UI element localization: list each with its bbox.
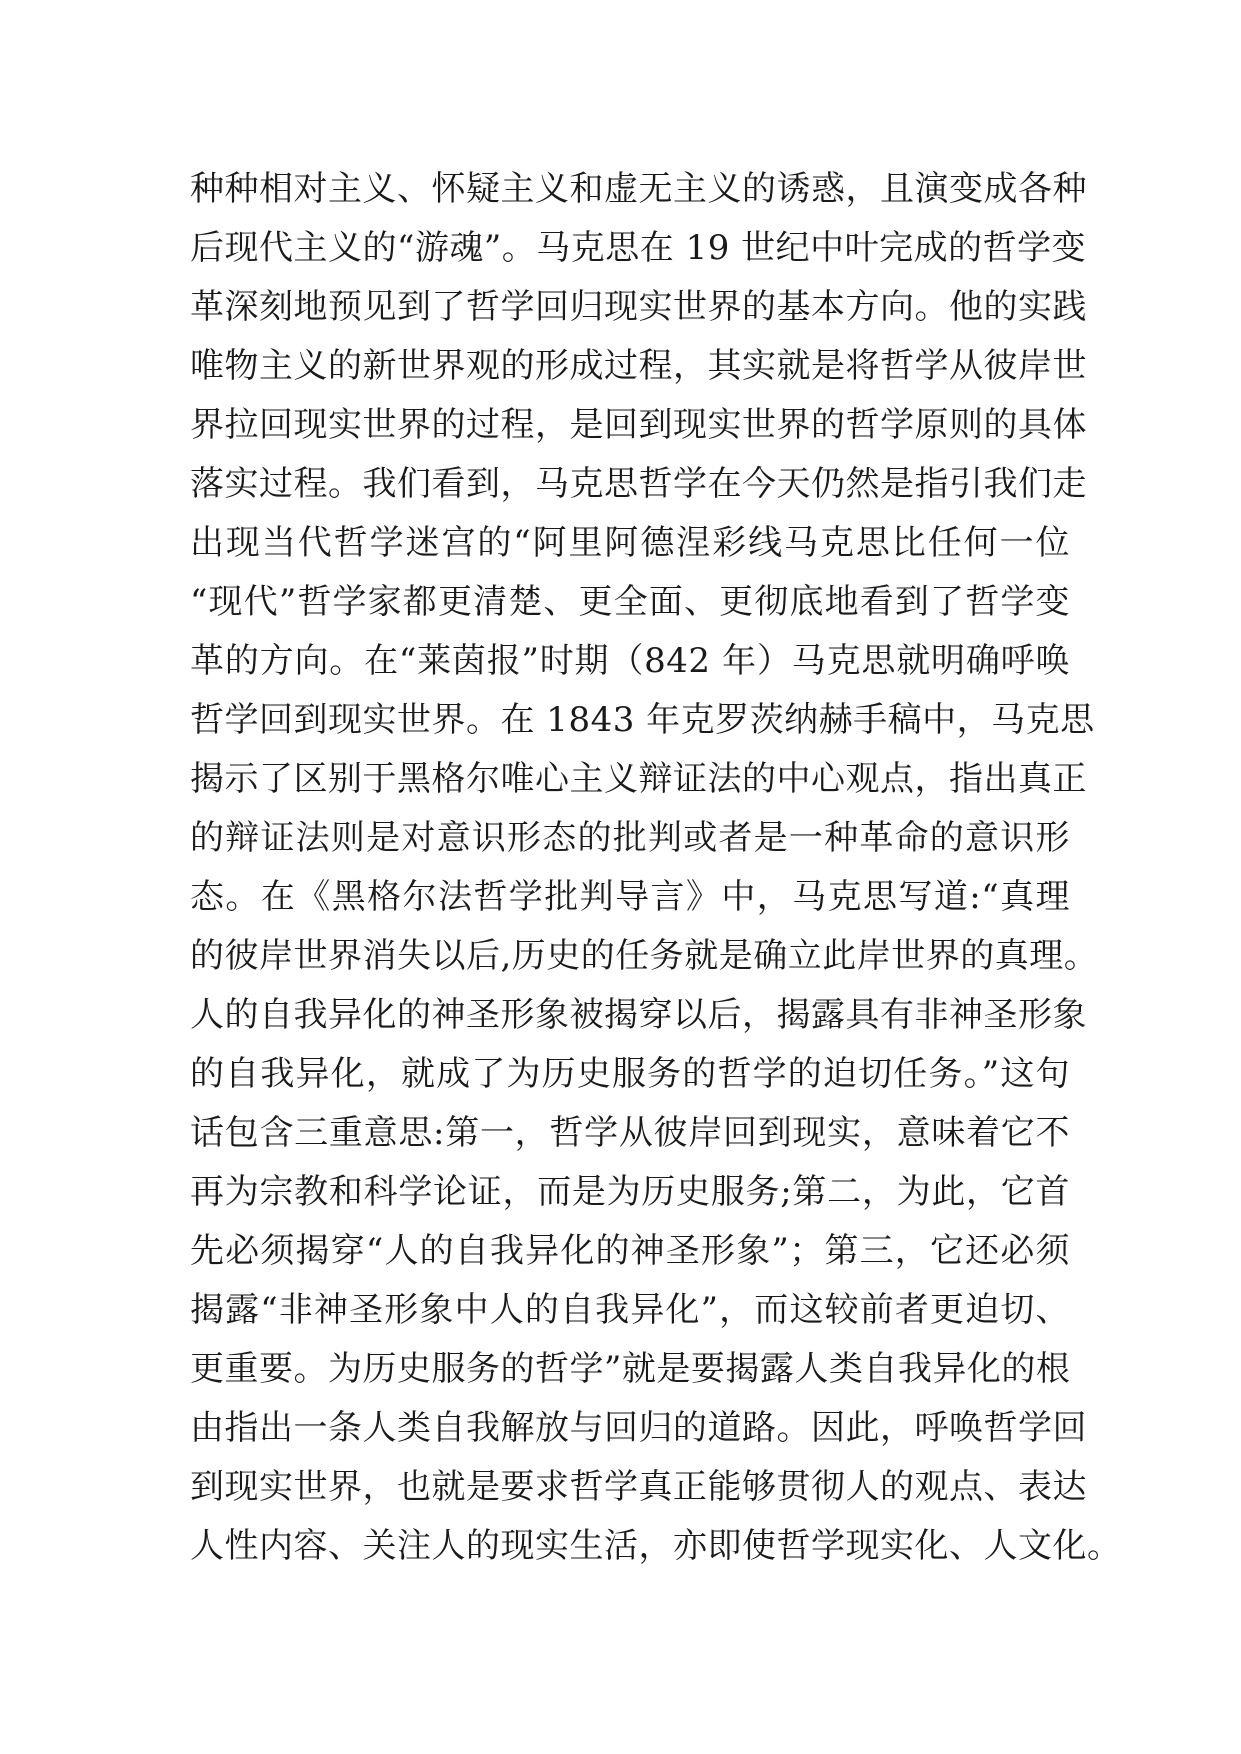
text-line: 哲学回到现实世界。在 1843 年克罗茨纳赫手稿中，马克思 <box>190 700 1095 740</box>
text-line: 人的自我异化的神圣形象被揭穿以后，揭露具有非神圣形象 <box>190 995 1087 1035</box>
body-text <box>190 160 1122 1576</box>
text-line: 揭露“非神圣形象中人的自我异化”，而这较前者更迫切、 <box>190 1290 1070 1330</box>
text-line: 革的方向。在“莱茵报”时期（842 年）马克思就明确呼唤 <box>190 641 1070 681</box>
text-line: 更重要。为历史服务的哲学”就是要揭露人类自我异化的根 <box>190 1349 1071 1389</box>
text-line: 话包含三重意思:第一，哲学从彼岸回到现实，意味着它不 <box>190 1113 1070 1153</box>
text-line: “现代”哲学家都更清楚、更全面、更彻底地看到了哲学变 <box>190 582 1070 622</box>
text-line: 种种相对主义、怀疑主义和虚无主义的诱惑，且演变成各种 <box>190 169 1087 209</box>
text-line: 再为宗教和科学论证，而是为历史服务;第二，为此，它首 <box>190 1172 1070 1212</box>
text-line: 的彼岸世界消失以后,历史的任务就是确立此岸世界的真理。 <box>190 936 1099 976</box>
text-line: 先必须揭穿“人的自我异化的神圣形象”；第三，它还必须 <box>190 1231 1070 1271</box>
text-line: 界拉回现实世界的过程，是回到现实世界的哲学原则的具体 <box>190 405 1087 445</box>
text-line: 由指出一条人类自我解放与回归的道路。因此，呼唤哲学回 <box>190 1408 1087 1448</box>
text-line: 的辩证法则是对意识形态的批判或者是一种革命的意识形 <box>190 818 1070 858</box>
text-line: 人性内容、关注人的现实生活，亦即使哲学现实化、人文化。 <box>190 1526 1122 1566</box>
text-line: 态。在《黑格尔法哲学批判导言》中，马克思写道:“真理 <box>190 877 1070 917</box>
text-line: 的自我异化，就成了为历史服务的哲学的迫切任务。”这句 <box>190 1054 1070 1094</box>
text-line: 唯物主义的新世界观的形成过程，其实就是将哲学从彼岸世 <box>190 346 1087 386</box>
text-line: 落实过程。我们看到，马克思哲学在今天仍然是指引我们走 <box>190 464 1087 504</box>
text-line: 后现代主义的“游魂”。马克思在 19 世纪中叶完成的哲学变 <box>190 228 1087 268</box>
text-line: 到现实世界，也就是要求哲学真正能够贯彻人的观点、表达 <box>190 1467 1087 1507</box>
text-line: 革深刻地预见到了哲学回归现实世界的基本方向。他的实践 <box>190 287 1087 327</box>
text-line: 揭示了区别于黑格尔唯心主义辩证法的中心观点，指出真正 <box>190 759 1087 799</box>
text-line: 出现当代哲学迷宫的“阿里阿德涅彩线马克思比任何一位 <box>190 523 1070 563</box>
